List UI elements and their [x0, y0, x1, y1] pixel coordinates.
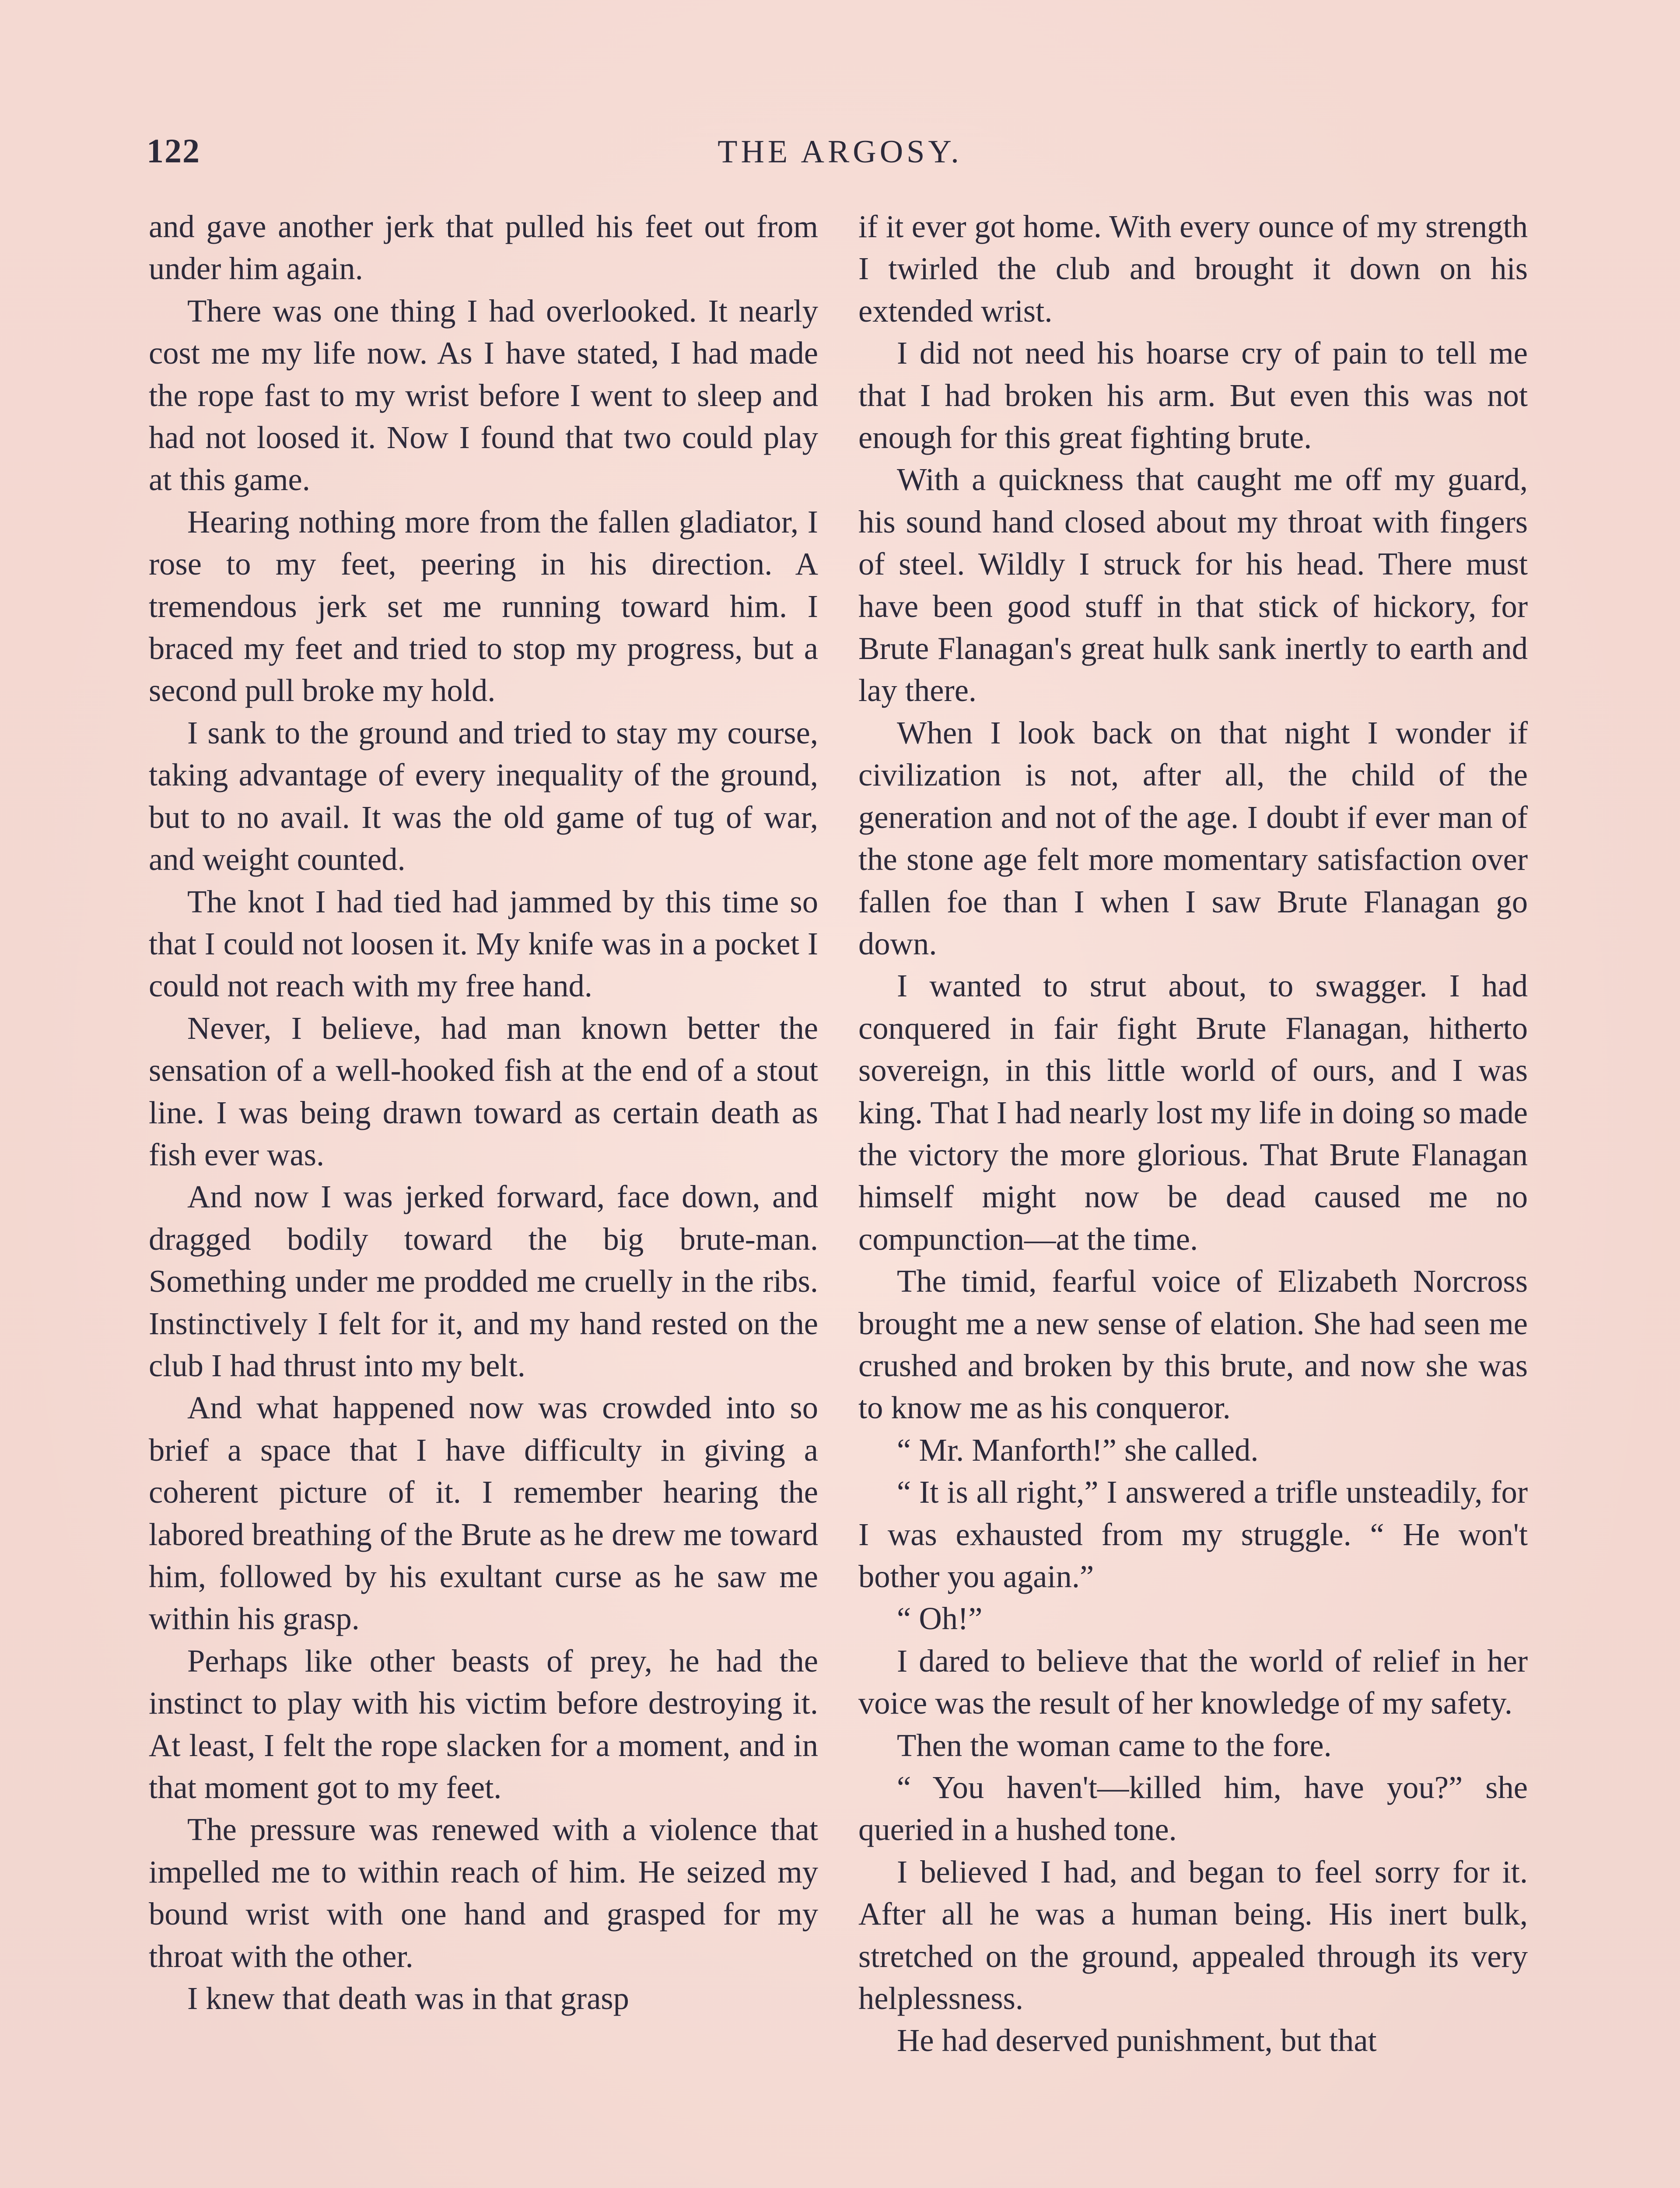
paragraph: I sank to the ground and tried to stay my course, taking advantage of every inequality of the ground, but to no avail. It was the old game of tug of war, and weight counted. [149, 715, 818, 877]
paragraph: Hearing nothing more from the fallen gladiator, I rose to my feet, peering in his direction. A tremendous jerk set me running toward him. I braced my feet and tried to stop my progress, but a second pull broke my hold. [149, 504, 818, 708]
paragraph: When I look back on that night I wonder if civilization is not, after all, the child of the generation and not of the age. I doubt if ever man of the stone age felt more momentary satisfaction over fallen foe than I when I saw Brute Flanagan go down. [858, 715, 1528, 961]
paragraph: “ It is all right,” I answered a trifle unsteadily, for I was exhausted from my struggle. “ He won't bother you again.” [858, 1474, 1528, 1594]
paragraph: He had deserved punishment, but that [897, 2023, 1377, 2058]
paragraph: I did not need his hoarse cry of pain to tell me that I had broken his arm. But even this was not enough for this great fighting brute. [858, 335, 1528, 456]
paragraph: And what happened now was crowded into so brief a space that I have difficulty in giving a coherent picture of it. I remember hearing the labored breathing of the Brute as he drew me toward him, followed by his exultant curse as he saw me within his grasp. [149, 1390, 818, 1637]
paragraph: Perhaps like other beasts of prey, he had the instinct to play with his victim before destroying it. At least, I felt the rope slacken for a moment, and in that moment got to my feet. [149, 1643, 818, 1806]
paragraph: and gave another jerk that pulled his feet out from under him again. [149, 209, 818, 287]
page-number: 122 [147, 132, 200, 170]
paragraph: I dared to believe that the world of relief in her voice was the result of her knowledge of my safety. [858, 1643, 1528, 1721]
paragraph: Then the woman came to the fore. [897, 1727, 1332, 1763]
paragraph: “ Oh!” [897, 1601, 983, 1637]
paragraph: “ Mr. Manforth!” she called. [897, 1432, 1259, 1468]
left-column [149, 206, 818, 2020]
paragraph: With a quickness that caught me off my guard, his sound hand closed about my throat with fingers of steel. Wildly I struck for his head. There must have been good stuff in that stick of hickory, for Brute Flanagan's great hulk sank inertly to earth and lay there. [858, 462, 1528, 708]
paragraph: There was one thing I had overlooked. It nearly cost me my life now. As I have stated, I had made the rope fast to my wrist before I went to sleep and had not loosed it. Now I found that two could play at this game. [149, 293, 818, 498]
paragraph: The timid, fearful voice of Elizabeth Norcross brought me a new sense of elation. She had seen me crushed and broken by this brute, and now she was to know me as his conqueror. [858, 1263, 1528, 1426]
paragraph: The pressure was renewed with a violence that impelled me to within reach of him. He seized my bound wrist with one hand and grasped for my throat with the other. [149, 1812, 818, 1974]
running-title: THE ARGOSY. [718, 134, 962, 170]
paragraph: if it ever got home. With every ounce of my strength I twirled the club and brought it down on his extended wrist. [858, 209, 1528, 329]
paragraph: The knot I had tied had jammed by this time so that I could not loosen it. My knife was in a pocket I could not reach with my free hand. [149, 884, 818, 1004]
paragraph: Never, I believe, had man known better the sensation of a well-hooked fish at the end of a stout line. I was being drawn toward as certain death as fish ever was. [149, 1010, 818, 1172]
paragraph: I knew that death was in that grasp [187, 1981, 629, 2016]
right-column [858, 206, 1528, 2062]
paragraph: “ You haven't—killed him, have you?” she queried in a hushed tone. [858, 1770, 1528, 1848]
paragraph: I wanted to strut about, to swagger. I had conquered in fair fight Brute Flanagan, hitherto sovereign, in this little world of ours, and I was king. That I had nearly lost my life in doing so made the victory the more glorious. That Brute Flanagan himself might now be dead caused me no compunction—at the time. [858, 968, 1528, 1257]
paragraph: And now I was jerked forward, face down, and dragged bodily toward the big brute-man. Something under me prodded me cruelly in the ribs. Instinctively I felt for it, and my hand rested on the club I had thrust into my belt. [149, 1179, 818, 1383]
paragraph: I believed I had, and began to feel sorry for it. After all he was a human being. His inert bulk, stretched on the ground, appealed through its very helplessness. [858, 1854, 1528, 2016]
